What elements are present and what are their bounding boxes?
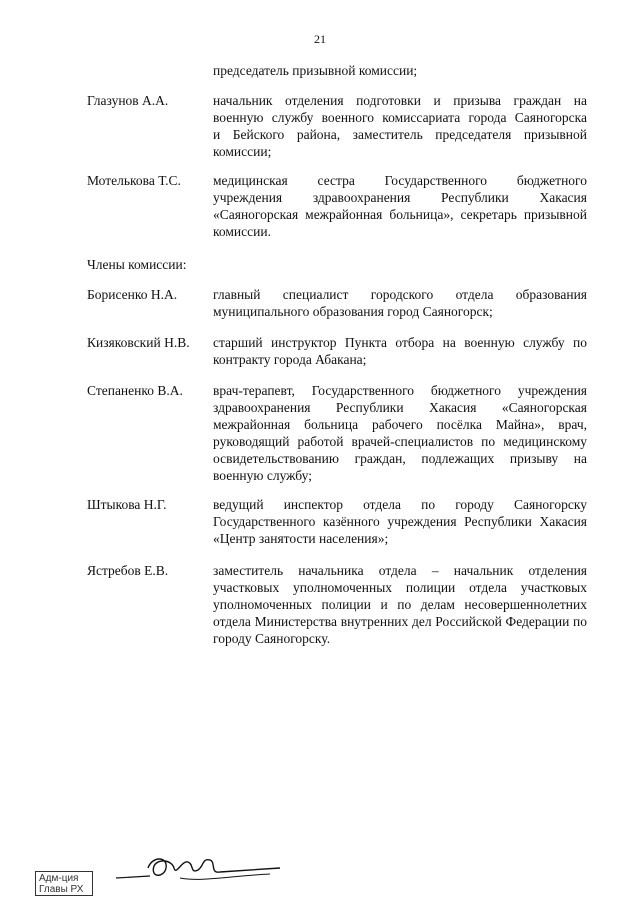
member-name: Степаненко В.А. <box>87 383 183 398</box>
member-description: заместитель начальника отдела – начальник отделения участковых уполномоченных полиции отдела участковых уполномоченных полиции и по делам несовершеннолетних отдела Министерства внутренних дел Российской Федерации по городу Саяногорску. <box>213 563 587 646</box>
intro-line: председатель призывной комиссии; <box>213 63 418 78</box>
member-description: главный специалист городского отдела образования муниципального образования город Саяногорск; <box>213 287 587 319</box>
member-name: Штыкова Н.Г. <box>87 497 167 512</box>
members-label: Члены комиссии: <box>87 257 187 272</box>
entry-description: медицинская сестра Государственного бюджетного учреждения здравоохранения Республики Хакасия «Саяногорская межрайонная больница», секретарь призывной комиссии. <box>213 173 587 239</box>
stamp-box: Адм-ция Главы РХ <box>35 871 93 896</box>
member-name: Борисенко Н.А. <box>87 287 178 302</box>
entry-description: начальник отделения подготовки и призыва граждан на военную службу военного комиссариата города Саяногорска и Бейского района, заместитель председателя призывной комиссии; <box>213 93 587 159</box>
entry-name: Глазунов А.А. <box>87 93 169 108</box>
member-description: старший инструктор Пункта отбора на военную службу по контракту города Абакана; <box>213 335 587 367</box>
page-number: 21 <box>314 32 326 46</box>
member-name: Ястребов Е.В. <box>87 563 169 578</box>
entry-name: Мотелькова Т.С. <box>87 173 181 188</box>
member-description: врач-терапевт, Государственного бюджетного учреждения здравоохранения Республики Хакасия «Саяногорская межрайонная больница рабочего посёлка Майна», врач, руководящий работой врачей-специалистов по медицинскому освидетельствованию граждан, подлежащих призыву на военную службу; <box>213 383 587 483</box>
signature-image <box>110 848 290 888</box>
member-name: Кизяковский Н.В. <box>87 335 190 350</box>
member-description: ведущий инспектор отдела по городу Саяногорску Государственного казённого учреждения Республики Хакасия «Центр занятости населения»; <box>213 497 587 546</box>
